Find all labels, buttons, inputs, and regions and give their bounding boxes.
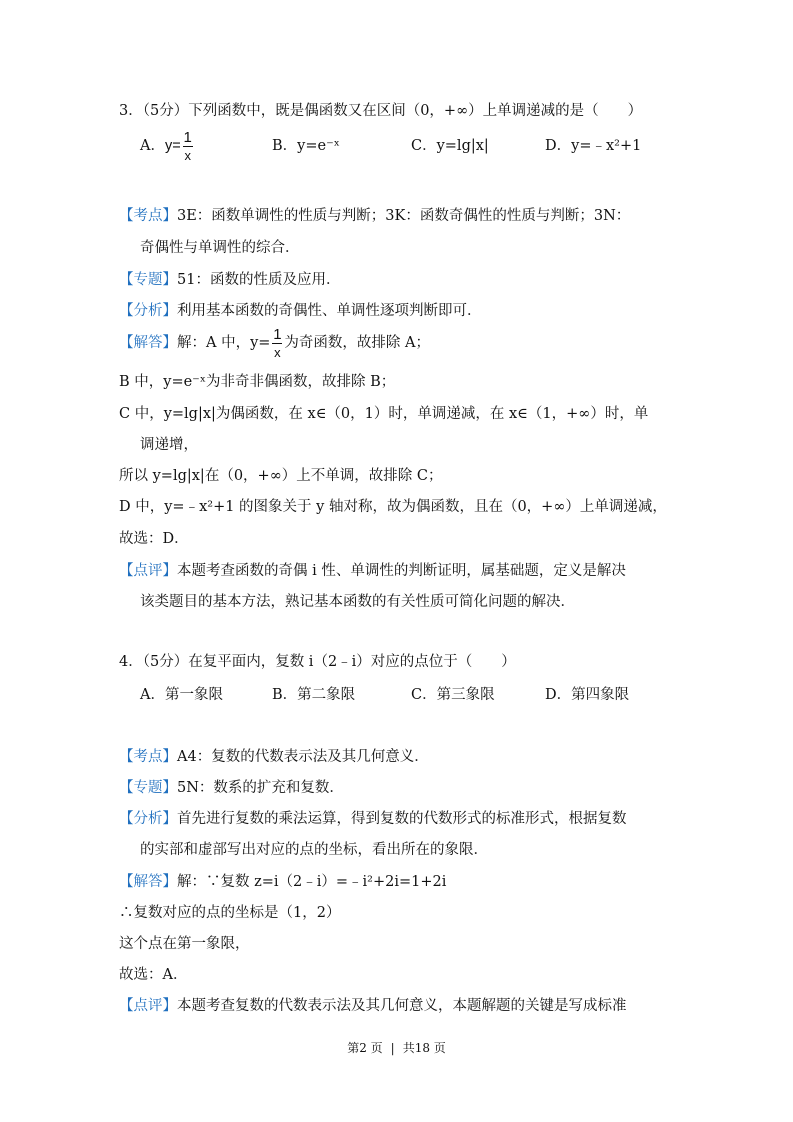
q3-line-c-cont: 调递增，	[140, 437, 198, 453]
q4-dianping-text: 本题考查复数的代数表示法及其几何意义，本题解题的关键是写成标准	[177, 998, 627, 1014]
q4-option-b: B．第二象限	[272, 687, 356, 703]
q3-stem: 3．（5分）下列函数中，既是偶函数又在区间（0，+∞）上单调递减的是（ ）	[119, 103, 643, 119]
q3-dianping	[119, 559, 626, 583]
q4-jieda	[119, 870, 446, 894]
q4-option-c: C．第三象限	[411, 687, 495, 703]
q4-line-quadrant: 这个点在第一象限，	[119, 936, 250, 952]
q4-line-coord: ∴复数对应的点的坐标是（1，2）	[119, 905, 341, 921]
jieda-tag: 【解答】	[119, 335, 177, 351]
q4-fenxi	[119, 807, 627, 831]
q3-kaodian-cont: 奇偶性与单调性的综合．	[140, 240, 300, 256]
fraction-numerator: 1	[183, 129, 192, 146]
q3-option-b: B．y=e⁻ˣ	[272, 138, 340, 154]
q3-option-a-label: A．	[140, 138, 165, 154]
q3-zhuanti-text: 51：函数的性质及应用．	[177, 272, 341, 288]
page-total: 共18 页	[402, 1041, 446, 1055]
q4-stem: 4．（5分）在复平面内，复数 i（2﹣i）对应的点位于（ ）	[119, 654, 516, 670]
q3-jieda-post: 为奇函数，故排除 A；	[284, 335, 431, 351]
kaodian-tag: 【考点】	[119, 749, 177, 765]
q3-jieda	[119, 326, 431, 360]
kaodian-tag: 【考点】	[119, 208, 177, 224]
footer-separator: |	[390, 1041, 395, 1055]
q3-dianping-cont: 该类题目的基本方法，熟记基本函数的有关性质可简化问题的解决．	[140, 594, 575, 610]
jieda-tag: 【解答】	[119, 874, 177, 890]
zhuanti-tag: 【专题】	[119, 780, 177, 796]
q3-jieda-pre: 解：A 中，y=	[177, 335, 271, 351]
q4-zhuanti	[119, 776, 344, 800]
q4-fenxi-cont: 的实部和虚部写出对应的点的坐标，看出所在的象限．	[140, 842, 488, 858]
q3-line-b: B 中，y=e⁻ˣ为非奇非偶函数，故排除 B；	[119, 374, 396, 390]
q3-fenxi	[119, 299, 482, 323]
q3-line-d: D 中，y=﹣x²+1 的图象关于 y 轴对称，故为偶函数，且在（0，+∞）上单调递减，	[119, 499, 667, 515]
q4-fenxi-text: 首先进行复数的乘法运算，得到复数的代数形式的标准形式，根据复数	[177, 811, 627, 827]
q3-kaodian-text: 3E：函数单调性的性质与判断；3K：函数奇偶性的性质与判断；3N：	[177, 208, 631, 224]
q3-option-d: D．y=﹣x²+1	[545, 138, 642, 154]
q3-kaodian	[119, 204, 630, 228]
q3-option-c: C．y=lg|x|	[411, 138, 489, 154]
page-number: 第2 页	[347, 1041, 383, 1055]
q3-option-a-y: y=	[164, 138, 181, 154]
q4-options	[140, 683, 660, 707]
q4-kaodian-text: A4：复数的代数表示法及其几何意义．	[177, 749, 429, 765]
q3-dianping-text: 本题考查函数的奇偶 i 性、单调性的判断证明，属基础题，定义是解决	[177, 563, 626, 579]
q3-line-c: C 中，y=lg|x|为偶函数，在 x∈（0，1）时，单调递减，在 x∈（1，+∞）时，单	[119, 406, 649, 422]
fraction-numerator: 1	[273, 326, 282, 343]
fenxi-tag: 【分析】	[119, 811, 177, 827]
q4-zhuanti-text: 5N：数系的扩充和复数．	[177, 780, 344, 796]
fraction-denominator: x	[274, 345, 281, 360]
q4-answer: 故选：A．	[119, 967, 188, 983]
fenxi-tag: 【分析】	[119, 303, 177, 319]
q4-jieda-text: 解：∵复数 z=i（2﹣i）=﹣i²+2i=1+2i	[177, 874, 447, 890]
zhuanti-tag: 【专题】	[119, 272, 177, 288]
fraction-1-over-x	[271, 326, 283, 360]
fraction-denominator: x	[184, 148, 191, 163]
dianping-tag: 【点评】	[119, 563, 177, 579]
q3-options	[140, 129, 660, 163]
q4-dianping	[119, 994, 627, 1018]
q4-option-a: A．第一象限	[140, 687, 223, 703]
q3-answer: 故选：D．	[119, 531, 189, 547]
q4-option-d: D．第四象限	[545, 687, 630, 703]
q3-line-so: 所以 y=lg|x|在（0，+∞）上不单调，故排除 C；	[119, 468, 443, 484]
q3-zhuanti	[119, 268, 340, 292]
q3-option-a	[140, 129, 195, 163]
q3-fenxi-text: 利用基本函数的奇偶性、单调性逐项判断即可．	[177, 303, 482, 319]
q4-kaodian	[119, 745, 429, 769]
dianping-tag: 【点评】	[119, 998, 177, 1014]
fraction-1-over-x	[182, 129, 194, 163]
page-footer	[0, 1039, 793, 1057]
